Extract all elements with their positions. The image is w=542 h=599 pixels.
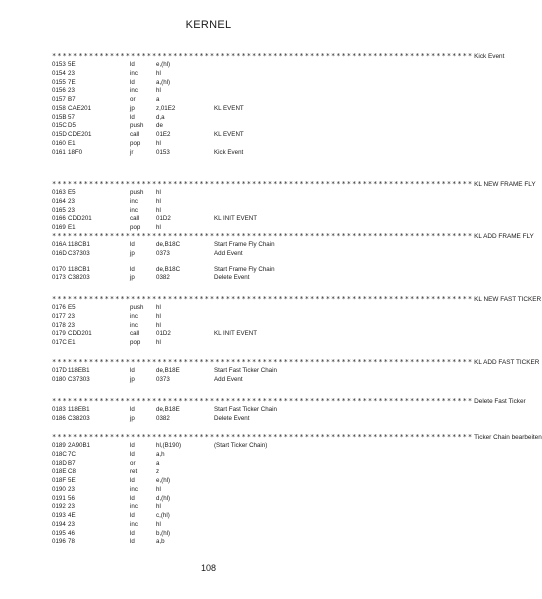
section-title: Ticker Chain bearbeiten [474,434,542,441]
section-header [52,52,505,61]
address: 0186 [52,414,66,422]
operand: de,B18C [156,265,181,273]
operand: 01E2 [156,131,171,138]
listing-row [52,486,376,495]
section-title: KL NEW FAST TICKER [474,296,542,303]
mnemonic: inc [130,520,138,528]
mnemonic: jp [130,414,135,422]
mnemonic: ld [130,529,135,537]
mnemonic: ld [130,512,135,519]
listing-row [52,250,376,259]
listing-row [52,274,376,283]
listing-row [52,339,376,348]
operand: hl [156,304,161,311]
mnemonic: ld [130,367,135,374]
mnemonic: jp [130,274,135,282]
mnemonic: push [130,189,144,196]
listing-row [52,367,376,376]
address: 0192 [52,503,66,511]
section-header [52,433,542,442]
address: 0194 [52,520,66,528]
address: 0155 [52,78,66,86]
mnemonic: inc [130,485,138,493]
hex-bytes: 23 [68,197,75,205]
listing-row [52,376,376,385]
comment: Start Frame Fly Chain [214,265,275,273]
mnemonic: inc [130,87,138,95]
mnemonic: ld [130,477,135,484]
operand: a,(hl) [156,78,171,86]
listing-row [52,460,376,469]
operand: de,B18C [156,241,181,248]
hex-bytes: 118EB1 [68,406,90,413]
mnemonic: ld [130,406,135,413]
hex-bytes: 18F0 [68,148,83,156]
hex-bytes: 23 [68,485,75,493]
address: 017C [52,339,67,346]
address: 0156 [52,87,66,95]
mnemonic: ld [130,241,135,248]
mnemonic: ld [130,61,135,68]
hex-bytes: 23 [68,520,75,528]
operand: 0153 [156,148,170,156]
hex-bytes: 23 [68,69,75,77]
mnemonic: pop [130,224,141,231]
operand: hl [156,69,161,77]
asterisk-rule: ******************************************************************************** [52,180,474,188]
operand: a [156,96,160,103]
operand: z,01E2 [156,104,176,112]
mnemonic: pop [130,339,141,346]
listing-row [52,468,376,477]
address: 0190 [52,485,66,493]
comment: Add Event [214,249,243,257]
hex-bytes: 23 [68,312,75,320]
operand: a,h [156,450,165,458]
section-title: Delete Fast Ticker [474,398,526,405]
operand: 0382 [156,414,170,422]
address: 0158 [52,104,66,112]
hex-bytes: 23 [68,206,75,214]
hex-bytes: C37303 [68,249,90,257]
listing-section [52,52,505,157]
operand: de,B18E [156,406,180,413]
operand: hl,(B190) [156,442,182,449]
listing-row [52,538,376,547]
listing-row [52,406,376,415]
mnemonic: jp [130,249,135,257]
operand: b,(hl) [156,529,171,537]
hex-bytes: C37303 [68,375,90,383]
address: 0154 [52,69,66,77]
address: 0165 [52,206,66,214]
listing-section [52,358,540,385]
address: 017D [52,367,67,374]
section-title: KL NEW FRAME FLY [474,181,536,188]
listing-row [52,105,376,114]
address: 0189 [52,442,66,449]
mnemonic: inc [130,321,138,329]
mnemonic: or [130,459,136,467]
operand: hl [156,206,161,214]
address: 015B [52,113,67,121]
operand: de,B18E [156,367,180,374]
operand: hl [156,224,161,231]
mnemonic: or [130,96,136,103]
operand: d,(hl) [156,494,171,502]
hex-bytes: 5E [68,477,76,484]
listing-row [52,512,376,521]
comment: KL EVENT [214,104,244,112]
address: 018F [52,477,67,484]
listing-row [52,313,376,322]
operand: 01D2 [156,330,171,338]
hex-bytes: C38203 [68,274,90,282]
mnemonic: push [130,304,144,311]
mnemonic: ld [130,265,135,273]
address: 0163 [52,189,66,196]
listing-section [52,232,534,283]
hex-bytes: 118CB1 [68,241,90,248]
hex-bytes: 56 [68,494,75,502]
mnemonic: ret [130,468,138,476]
listing-row [52,330,376,339]
asterisk-rule: ******************************************************************************** [52,358,474,366]
listing-row [52,122,376,131]
comment: Start Fast Ticker Chain [214,406,277,413]
operand: hl [156,321,161,329]
listing-section [52,180,536,233]
operand: a,b [156,538,165,546]
operand: de [156,122,163,130]
operand: c,(hl) [156,512,170,519]
address: 0180 [52,375,66,383]
operand: 0382 [156,274,170,282]
hex-bytes: 78 [68,538,75,546]
address: 015D [52,131,67,138]
listing-row [52,322,376,331]
address: 0196 [52,538,66,546]
address: 015C [52,122,67,130]
operand: z [156,468,160,476]
mnemonic: push [130,122,144,130]
mnemonic: pop [130,139,141,147]
comment: Delete Event [214,414,250,422]
comment: KL INIT EVENT [214,215,257,223]
listing-row [52,304,376,313]
address: 0164 [52,197,66,205]
operand: hl [156,312,161,320]
mnemonic: jp [130,375,135,383]
address: 0169 [52,224,66,231]
listing-section [52,397,526,424]
hex-bytes: CAE201 [68,104,92,112]
address: 0161 [52,148,66,156]
address: 016A [52,241,67,248]
address: 018E [52,468,67,476]
section-title: KL ADD FRAME FLY [474,233,534,240]
hex-bytes: 118CB1 [68,265,90,273]
hex-bytes: E1 [68,224,76,231]
mnemonic: ld [130,538,135,546]
hex-bytes: CDD201 [68,215,92,223]
listing-row [52,140,376,149]
mnemonic: inc [130,206,138,214]
comment: Kick Event [214,148,244,156]
comment: Start Frame Fly Chain [214,241,275,248]
address: 0179 [52,330,66,338]
page-title: KERNEL [185,19,232,31]
mnemonic: ld [130,78,135,86]
mnemonic: call [130,330,140,338]
operand: e,(hl) [156,61,171,68]
listing-row [52,503,376,512]
operand: hl [156,339,161,346]
operand: e,(hl) [156,477,171,484]
listing-row [52,442,376,451]
listing-row [52,114,376,123]
hex-bytes: E5 [68,189,76,196]
section-header [52,232,534,241]
address: 0183 [52,406,66,413]
listing-row [52,131,376,140]
listing-section [52,295,542,348]
hex-bytes: B7 [68,459,76,467]
comment: Delete Event [214,274,250,282]
listing-row [52,521,376,530]
listing-row [52,61,376,70]
operand: hl [156,87,161,95]
hex-bytes: E1 [68,339,76,346]
listing-row [52,451,376,460]
hex-bytes: CDE201 [68,131,92,138]
address: 0166 [52,215,66,223]
listing-section [52,433,542,547]
operand: hl [156,197,161,205]
mnemonic: jp [130,104,135,112]
listing-row [52,207,376,216]
asterisk-rule: ******************************************************************************** [52,433,474,441]
hex-bytes: E5 [68,304,76,311]
listing-row [52,530,376,539]
operand: hl [156,520,161,528]
section-header [52,295,542,304]
operand: hl [156,503,161,511]
operand: 0373 [156,375,170,383]
address: 018D [52,459,67,467]
operand: hl [156,139,161,147]
section-header [52,180,536,189]
asterisk-rule: ******************************************************************************** [52,52,474,60]
listing-row [52,198,376,207]
mnemonic: ld [130,494,135,502]
listing-row [52,495,376,504]
operand: hl [156,189,161,196]
address: 0153 [52,61,66,68]
hex-bytes: 2A90B1 [68,442,91,449]
listing-row [52,79,376,88]
listing-row [52,241,376,250]
mnemonic: ld [130,450,135,458]
listing-row [52,70,376,79]
hex-bytes: 23 [68,87,75,95]
hex-bytes: 5E [68,61,76,68]
address: 0160 [52,139,66,147]
comment: (Start Ticker Chain) [214,442,268,449]
section-title: KL ADD FAST TICKER [474,359,540,366]
comment: KL INIT EVENT [214,330,257,338]
asterisk-rule: ******************************************************************************** [52,397,474,405]
comment: Start Fast Ticker Chain [214,367,277,374]
operand: d,a [156,113,165,121]
mnemonic: inc [130,69,138,77]
comment: KL EVENT [214,131,244,138]
listing-row [52,87,376,96]
address: 0176 [52,304,66,311]
operand: a [156,459,160,467]
listing-row [52,149,376,158]
operand: hl [156,485,161,493]
address: 016D [52,249,67,257]
mnemonic: ld [130,442,135,449]
asterisk-rule: ******************************************************************************** [52,232,474,240]
address: 0170 [52,265,66,273]
address: 0178 [52,321,66,329]
mnemonic: call [130,131,140,138]
page-number: 108 [200,563,217,573]
address: 018C [52,450,67,458]
listing-row [52,415,376,424]
address: 0157 [52,96,66,103]
hex-bytes: 23 [68,321,75,329]
hex-bytes: 46 [68,529,75,537]
section-header [52,358,540,367]
hex-bytes: D5 [68,122,76,130]
mnemonic: jr [130,148,134,156]
address: 0173 [52,274,66,282]
hex-bytes: 57 [68,113,75,121]
listing-row [52,96,376,105]
listing-row [52,266,376,275]
hex-bytes: E1 [68,139,76,147]
hex-bytes: 4E [68,512,76,519]
hex-bytes: C8 [68,468,76,476]
mnemonic: inc [130,312,138,320]
section-header [52,397,526,406]
hex-bytes: B7 [68,96,76,103]
listing-row [52,477,376,486]
asterisk-rule: ******************************************************************************** [52,295,474,303]
operand: 01D2 [156,215,171,223]
hex-bytes: CDD201 [68,330,92,338]
hex-bytes: 23 [68,503,75,511]
blank-line [52,259,376,266]
hex-bytes: 7C [68,450,76,458]
address: 0191 [52,494,66,502]
address: 0195 [52,529,66,537]
mnemonic: call [130,215,140,223]
hex-bytes: C38203 [68,414,90,422]
mnemonic: inc [130,503,138,511]
address: 0193 [52,512,66,519]
section-title: Kick Event [474,53,505,60]
mnemonic: inc [130,197,138,205]
address: 0177 [52,312,66,320]
comment: Add Event [214,375,243,383]
listing-row [52,215,376,224]
hex-bytes: 118EB1 [68,367,90,374]
listing-row [52,189,376,198]
operand: 0373 [156,249,170,257]
mnemonic: ld [130,113,135,121]
hex-bytes: 7E [68,78,76,86]
